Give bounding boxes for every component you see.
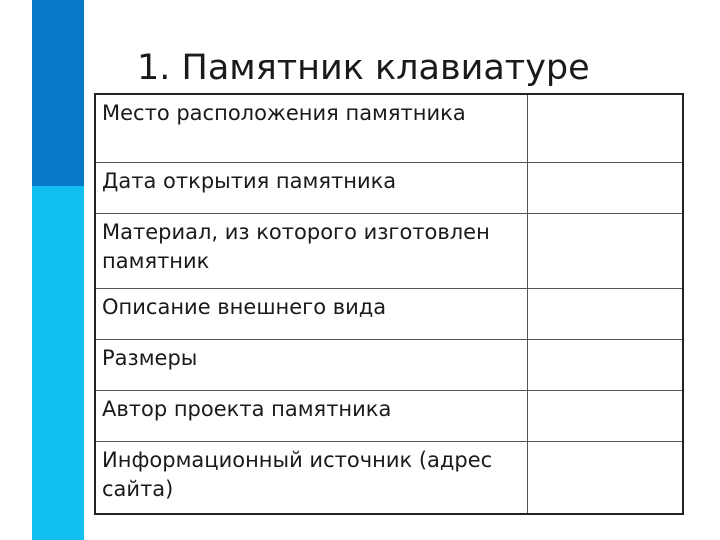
table-row-location (96, 95, 682, 163)
row-label-appearance: Описание внешнего вида (96, 289, 528, 339)
accent-bar-dark (32, 0, 84, 186)
row-label-material: Материал, из которого изготовлен памятник (96, 214, 528, 288)
info-table (94, 93, 684, 515)
table-row-author (96, 391, 682, 442)
table-row-opening-date (96, 163, 682, 214)
row-value-dimensions[interactable] (528, 340, 682, 390)
row-label-source: Информационный источник (адрес сайта) (96, 442, 528, 513)
accent-bar-light (32, 186, 84, 540)
row-label-location: Место расположения памятника (96, 95, 528, 162)
row-value-opening-date[interactable] (528, 163, 682, 213)
table-row-dimensions (96, 340, 682, 391)
row-label-dimensions: Размеры (96, 340, 528, 390)
row-value-material[interactable] (528, 214, 682, 288)
slide-title: 1. Памятник клавиатуре (137, 48, 590, 88)
row-value-location[interactable] (528, 95, 682, 162)
row-label-author: Автор проекта памятника (96, 391, 528, 441)
row-value-appearance[interactable] (528, 289, 682, 339)
row-value-author[interactable] (528, 391, 682, 441)
table-row-source (96, 442, 682, 513)
table-row-appearance (96, 289, 682, 340)
row-label-opening-date: Дата открытия памятника (96, 163, 528, 213)
row-value-source[interactable] (528, 442, 682, 513)
table-row-material (96, 214, 682, 289)
